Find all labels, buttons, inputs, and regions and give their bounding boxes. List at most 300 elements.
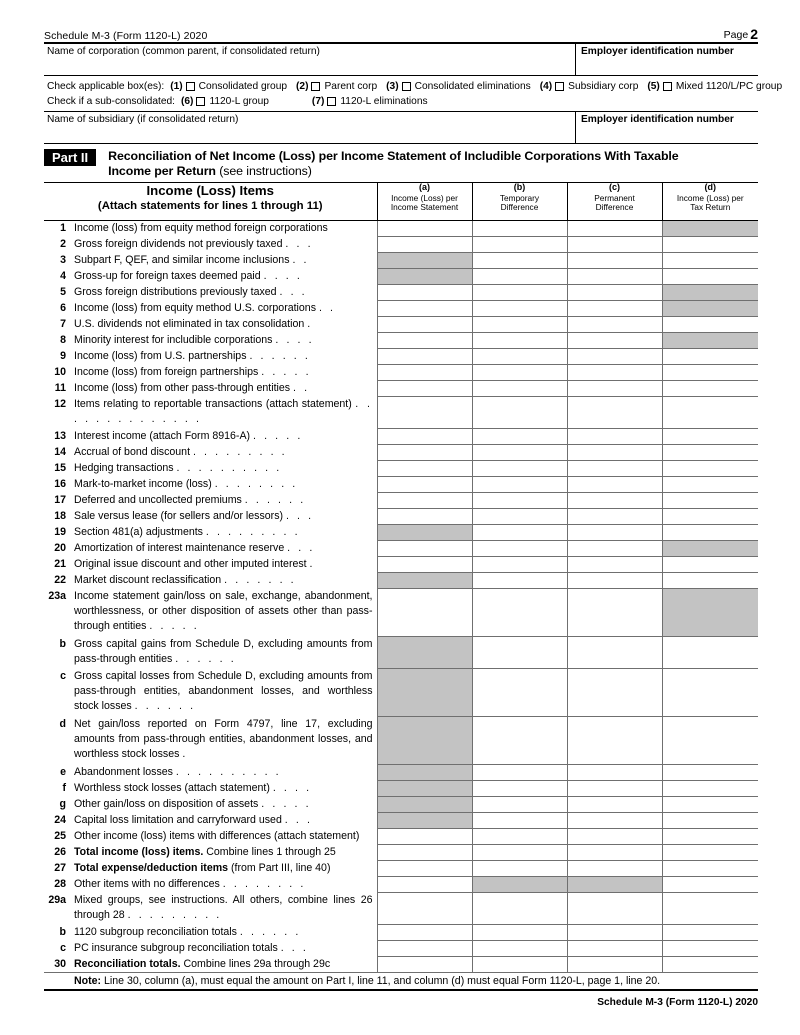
amount-cell-c[interactable] [567,557,662,573]
amount-cell-c[interactable] [567,429,662,445]
checkbox-1120l-eliminations[interactable] [312,96,428,107]
leader-dots: . . [292,253,310,266]
column-header-d [662,183,758,221]
table-row [44,317,758,333]
row-label-cell [44,269,377,285]
amount-cell-a [377,781,472,797]
table-row [44,445,758,461]
amount-cell-c[interactable] [567,253,662,269]
checkbox-consolidated-group[interactable] [170,81,287,92]
row-label-cell [44,333,377,349]
amount-cell-d[interactable] [662,461,758,477]
table-row [44,925,758,941]
row-label-cell [44,797,377,813]
amount-cell-b[interactable] [472,429,567,445]
amount-cell-a[interactable] [377,381,472,397]
amount-cell-d[interactable] [662,765,758,781]
amount-cell-d[interactable] [662,925,758,941]
amount-cell-a[interactable] [377,461,472,477]
line-number: 3 [60,253,66,266]
amount-cell-a[interactable] [377,557,472,573]
amount-cell-d[interactable] [662,349,758,365]
leader-dots: . [182,748,188,761]
amount-cell-c[interactable] [567,397,662,429]
amount-cell-c[interactable] [567,269,662,285]
amount-cell-d[interactable] [662,269,758,285]
leader-dots: . . . . . . . . . [127,908,222,921]
amount-cell-c[interactable] [567,301,662,317]
leader-dots: . . . . . . . . [222,877,306,890]
amount-cell-c[interactable] [567,541,662,557]
checkbox-number-3: (3) [386,81,399,92]
row-label-cell [44,829,377,845]
amount-cell-b[interactable] [472,589,567,637]
amount-cell-c[interactable] [567,237,662,253]
checkbox-square-5[interactable] [663,82,672,91]
amount-cell-d [662,221,758,237]
table-row [44,237,758,253]
leader-dots: . . . . . . [134,700,196,713]
line-number: 9 [60,349,66,362]
amount-cell-d[interactable] [662,957,758,973]
checkbox-label-7: 1120-L eliminations [340,96,428,107]
leader-dots: . . . . . [261,365,312,378]
amount-cell-c[interactable] [567,349,662,365]
line-text: Income statement gain/loss on sale, exchange, abandonment, worthlessness, or other disposition of assets other than pass-through entities . . . . . [74,589,373,633]
amount-cell-d[interactable] [662,941,758,957]
amount-cell-a[interactable] [377,397,472,429]
line-number: 16 [54,477,66,490]
leader-dots: . . . . [275,333,315,346]
amount-cell-b[interactable] [472,445,567,461]
amount-cell-b[interactable] [472,957,567,973]
checkbox-label-3: Consolidated eliminations [414,81,531,92]
amount-cell-a[interactable] [377,285,472,301]
line-text: Sale versus lease (for sellers and/or lessors) . . . [74,509,314,522]
amount-cell-b[interactable] [472,669,567,717]
amount-cell-b[interactable] [472,525,567,541]
amount-cell-b[interactable] [472,925,567,941]
line-text: Original issue discount and other imputed interest . [74,557,316,570]
amount-cell-b[interactable] [472,493,567,509]
table-row [44,509,758,525]
desc-header-line2: (Attach statements for lines 1 through 11) [97,200,323,212]
ein-label-2: Employer identification number [581,114,734,125]
amount-cell-c[interactable] [567,333,662,349]
amount-cell-d[interactable] [662,365,758,381]
amount-cell-a[interactable] [377,349,472,365]
amount-cell-b[interactable] [472,637,567,669]
amount-cell-b[interactable] [472,557,567,573]
page-number-label [724,26,758,42]
name-of-corporation-label: Name of corporation (common parent, if consolidated return) [47,46,320,57]
amount-cell-c[interactable] [567,445,662,461]
amount-cell-c[interactable] [567,845,662,861]
line-number: e [60,765,66,778]
leader-dots: . . [318,301,336,314]
amount-cell-b[interactable] [472,845,567,861]
leader-dots: . . [293,381,310,394]
amount-cell-c[interactable] [567,925,662,941]
line-text: Mixed groups, see instructions. All others, combine lines 26 through 28 . . . . . . . . . [74,893,373,921]
amount-cell-a[interactable] [377,365,472,381]
leader-dots: . . . . . . [239,925,301,938]
amount-cell-d[interactable] [662,493,758,509]
table-row [44,525,758,541]
amount-cell-b[interactable] [472,397,567,429]
amount-cell-b[interactable] [472,573,567,589]
amount-cell-d[interactable] [662,829,758,845]
checkbox-number-5: (5) [647,81,660,92]
amount-cell-d[interactable] [662,717,758,765]
checkbox-mixed-group[interactable] [647,81,782,92]
table-row [44,285,758,301]
line-number: 11 [54,381,66,394]
leader-dots: . . . . [263,269,303,282]
table-row [44,477,758,493]
row-label-cell [44,717,377,765]
column-desc-c-1: Permanent [594,192,635,203]
checkbox-square-1[interactable] [186,82,195,91]
table-row [44,813,758,829]
amount-cell-b[interactable] [472,269,567,285]
amount-cell-c[interactable] [567,861,662,877]
amount-cell-a[interactable] [377,893,472,925]
amount-cell-d[interactable] [662,557,758,573]
column-letter-a: (a) [419,182,430,192]
amount-cell-d[interactable] [662,397,758,429]
amount-cell-a[interactable] [377,509,472,525]
amount-cell-d[interactable] [662,525,758,541]
amount-cell-b[interactable] [472,349,567,365]
table-row [44,493,758,509]
line-text: Other income (loss) items with differences (attach statement) [74,829,360,842]
amount-cell-a[interactable] [377,333,472,349]
table-rows-body [44,221,758,973]
checkbox-square-3[interactable] [402,82,411,91]
row-label-cell [44,845,377,861]
checkbox-consolidated-eliminations[interactable] [386,81,531,92]
line-number: g [59,797,66,810]
line-text: Accrual of bond discount . . . . . . . . . [74,445,288,458]
amount-cell-d[interactable] [662,253,758,269]
leader-dots: . . . . . . . . [214,477,298,490]
row-label-cell [44,813,377,829]
amount-cell-d[interactable] [662,637,758,669]
amount-cell-c[interactable] [567,941,662,957]
amount-cell-c[interactable] [567,477,662,493]
amount-cell-a[interactable] [377,429,472,445]
amount-cell-c[interactable] [567,493,662,509]
amount-cell-d[interactable] [662,845,758,861]
amount-cell-c[interactable] [567,813,662,829]
leader-dots: . [309,557,316,570]
checkbox-square-7[interactable] [327,97,336,106]
table-row [44,669,758,717]
line-text: Abandonment losses . . . . . . . . . . [74,765,282,778]
line-text: Gross foreign dividends not previously taxed . . . [74,237,314,250]
amount-cell-b[interactable] [472,477,567,493]
table-row [44,797,758,813]
checkbox-label-4: Subsidiary corp [568,81,639,92]
column-desc-b-1: Temporary [499,192,540,203]
row-label-cell [44,557,377,573]
amount-cell-d [662,541,758,557]
line-number: 22 [54,573,66,586]
line-number: 24 [54,813,66,826]
amount-cell-d[interactable] [662,893,758,925]
part-ii-title-line2: Income per Return [108,164,216,178]
check-subconsolidated-row [47,94,758,109]
line-number: 7 [60,317,66,330]
line-number: 4 [60,269,66,282]
amount-cell-c[interactable] [567,381,662,397]
table-row [44,957,758,973]
part-ii-title [108,149,678,179]
line-text: Income (loss) from U.S. partnerships . . . . . . [74,349,311,362]
amount-cell-b[interactable] [472,717,567,765]
line-number: d [59,717,66,730]
checkbox-square-6[interactable] [196,97,205,106]
amount-cell-a[interactable] [377,829,472,845]
amount-cell-a[interactable] [377,317,472,333]
amount-cell-b[interactable] [472,893,567,925]
check-applicable-row [47,79,783,94]
amount-cell-d[interactable] [662,477,758,493]
checkbox-number-7: (7) [311,96,325,107]
leader-dots: . . . . . . . . . . [175,765,282,778]
amount-cell-b[interactable] [472,381,567,397]
row-label-cell [44,541,377,557]
amount-cell-a[interactable] [377,845,472,861]
amount-cell-d[interactable] [662,445,758,461]
checkbox-label-2: Parent corp [324,81,378,92]
table-row [44,861,758,877]
checkbox-square-2[interactable] [311,82,320,91]
checkbox-subsidiary-corp[interactable] [540,81,639,92]
amount-cell-d[interactable] [662,781,758,797]
amount-cell-d[interactable] [662,237,758,253]
amount-cell-b[interactable] [472,317,567,333]
amount-cell-a [377,717,472,765]
ein-field-1[interactable] [576,44,758,75]
amount-cell-b[interactable] [472,301,567,317]
table-row [44,941,758,957]
line-text: 1120 subgroup reconciliation totals . . . . . . [74,925,301,938]
name-of-corporation-field[interactable] [44,44,576,75]
amount-cell-d[interactable] [662,669,758,717]
amount-cell-a [377,765,472,781]
amount-cell-a[interactable] [377,221,472,237]
column-letter-b: (b) [513,182,526,192]
checkbox-number-1: (1) [170,81,183,92]
amount-cell-a[interactable] [377,301,472,317]
subsidiary-name-row [44,112,758,144]
line-text: Hedging transactions . . . . . . . . . . [74,461,282,474]
amount-cell-c[interactable] [567,797,662,813]
amount-cell-b[interactable] [472,829,567,845]
checkbox-square-4[interactable] [555,82,564,91]
leader-dots: . . . [280,941,309,954]
amount-cell-a[interactable] [377,941,472,957]
line-number: 29a [48,893,66,906]
amount-cell-a[interactable] [377,925,472,941]
amount-cell-b[interactable] [472,941,567,957]
amount-cell-b[interactable] [472,797,567,813]
amount-cell-d[interactable] [662,429,758,445]
amount-cell-a[interactable] [377,877,472,893]
line-number: 30 [54,957,66,970]
amount-cell-b[interactable] [472,813,567,829]
note-cell [44,973,758,989]
amount-cell-c[interactable] [567,765,662,781]
amount-cell-b[interactable] [472,765,567,781]
amount-cell-a [377,525,472,541]
line-number: 5 [60,285,66,298]
check-subconsolidated-label: Check if a sub-consolidated: [47,96,175,107]
table-row [44,845,758,861]
amount-cell-c[interactable] [567,669,662,717]
amount-cell-c[interactable] [567,525,662,541]
amount-cell-c[interactable] [567,317,662,333]
line-text: Mark-to-market income (loss) . . . . . . . . [74,477,298,490]
amount-cell-d[interactable] [662,861,758,877]
table-row [44,269,758,285]
amount-cell-c[interactable] [567,589,662,637]
amount-cell-c[interactable] [567,509,662,525]
line-text: Interest income (attach Form 8916-A) . . . . . [74,429,303,442]
line-text: Total expense/deduction items (from Part III, line 40) [74,861,331,874]
ein-field-2[interactable] [576,112,758,143]
column-desc-c-2: Difference [595,202,634,213]
amount-cell-a[interactable] [377,957,472,973]
amount-cell-b [472,877,567,893]
row-label-cell [44,589,377,637]
leader-dots: . . . [287,541,315,554]
leader-dots: . . . . . . [175,652,237,665]
amount-cell-c[interactable] [567,573,662,589]
line-number: 23a [48,589,66,602]
checkbox-1120l-group[interactable] [181,96,269,107]
leader-dots: . . . [279,285,308,298]
amount-cell-c [567,877,662,893]
amount-cell-c[interactable] [567,285,662,301]
amount-cell-c[interactable] [567,893,662,925]
amount-cell-c[interactable] [567,957,662,973]
row-label-cell [44,941,377,957]
amount-cell-b[interactable] [472,861,567,877]
amount-cell-d[interactable] [662,573,758,589]
line-text: Section 481(a) adjustments . . . . . . . . . [74,525,301,538]
column-letter-d: (d) [704,182,716,192]
checkbox-parent-corp[interactable] [296,81,377,92]
leader-dots: . . . [285,237,314,250]
amount-cell-c[interactable] [567,461,662,477]
row-label-cell [44,669,377,717]
amount-cell-b[interactable] [472,365,567,381]
line-text: Items relating to reportable transactions (attach statement) . . . . . . . . . . . . . . [74,397,373,425]
amount-cell-b[interactable] [472,285,567,301]
name-of-subsidiary-label: Name of subsidiary (if consolidated return) [47,114,239,125]
row-label-cell [44,429,377,445]
line-number: 2 [60,237,66,250]
amount-cell-b[interactable] [472,253,567,269]
amount-cell-d [662,301,758,317]
column-header-a [377,183,472,221]
amount-cell-b[interactable] [472,333,567,349]
amount-cell-c[interactable] [567,717,662,765]
name-of-subsidiary-field[interactable] [44,112,576,143]
row-label-cell [44,221,377,237]
amount-cell-b[interactable] [472,781,567,797]
amount-cell-d[interactable] [662,813,758,829]
amount-cell-d[interactable] [662,317,758,333]
table-row [44,829,758,845]
line-text: Income (loss) from equity method U.S. corporations . . [74,301,336,314]
amount-cell-c[interactable] [567,637,662,669]
line-text: Other items with no differences . . . . . . . . [74,877,306,890]
leader-dots: . . . . . [253,429,303,442]
amount-cell-a[interactable] [377,589,472,637]
desc-header-line1: Income (Loss) Items [146,183,274,198]
amount-cell-c[interactable] [567,365,662,381]
amount-cell-c[interactable] [567,221,662,237]
part-ii-header [44,144,758,183]
amount-cell-a[interactable] [377,237,472,253]
column-desc-b-2: Difference [500,202,539,213]
column-desc-a-2: Income Statement [390,202,459,213]
column-header-c [567,183,662,221]
income-loss-items-table [44,183,758,989]
row-label-cell [44,573,377,589]
row-label-cell [44,397,377,429]
row-label-cell [44,925,377,941]
amount-cell-d[interactable] [662,509,758,525]
row-label-cell [44,445,377,461]
amount-cell-b[interactable] [472,509,567,525]
amount-cell-d[interactable] [662,381,758,397]
amount-cell-c[interactable] [567,829,662,845]
amount-cell-a [377,669,472,717]
row-label-cell [44,493,377,509]
amount-cell-d[interactable] [662,797,758,813]
checkbox-number-4: (4) [539,81,553,92]
amount-cell-a[interactable] [377,493,472,509]
amount-cell-b[interactable] [472,541,567,557]
line-text: Minority interest for includible corporations . . . . [74,333,315,346]
line-number: 20 [54,541,66,554]
line-text: Worthless stock losses (attach statement) . . . . [74,781,312,794]
row-label-cell [44,317,377,333]
amount-cell-b[interactable] [472,221,567,237]
amount-cell-b[interactable] [472,461,567,477]
line-number: 26 [54,845,66,858]
line-text: Other gain/loss on disposition of assets . . . . . [74,797,312,810]
amount-cell-a[interactable] [377,541,472,557]
amount-cell-c[interactable] [567,781,662,797]
amount-cell-d[interactable] [662,877,758,893]
amount-cell-a[interactable] [377,861,472,877]
page-word: Page [723,29,749,41]
checkbox-label-5: Mixed 1120/L/PC group [675,81,783,92]
line-text: Market discount reclassification . . . . . . . [74,573,297,586]
amount-cell-a[interactable] [377,445,472,461]
table-row [44,221,758,237]
table-row [44,381,758,397]
line-number: 18 [54,509,66,522]
amount-cell-a[interactable] [377,477,472,493]
amount-cell-b[interactable] [472,237,567,253]
